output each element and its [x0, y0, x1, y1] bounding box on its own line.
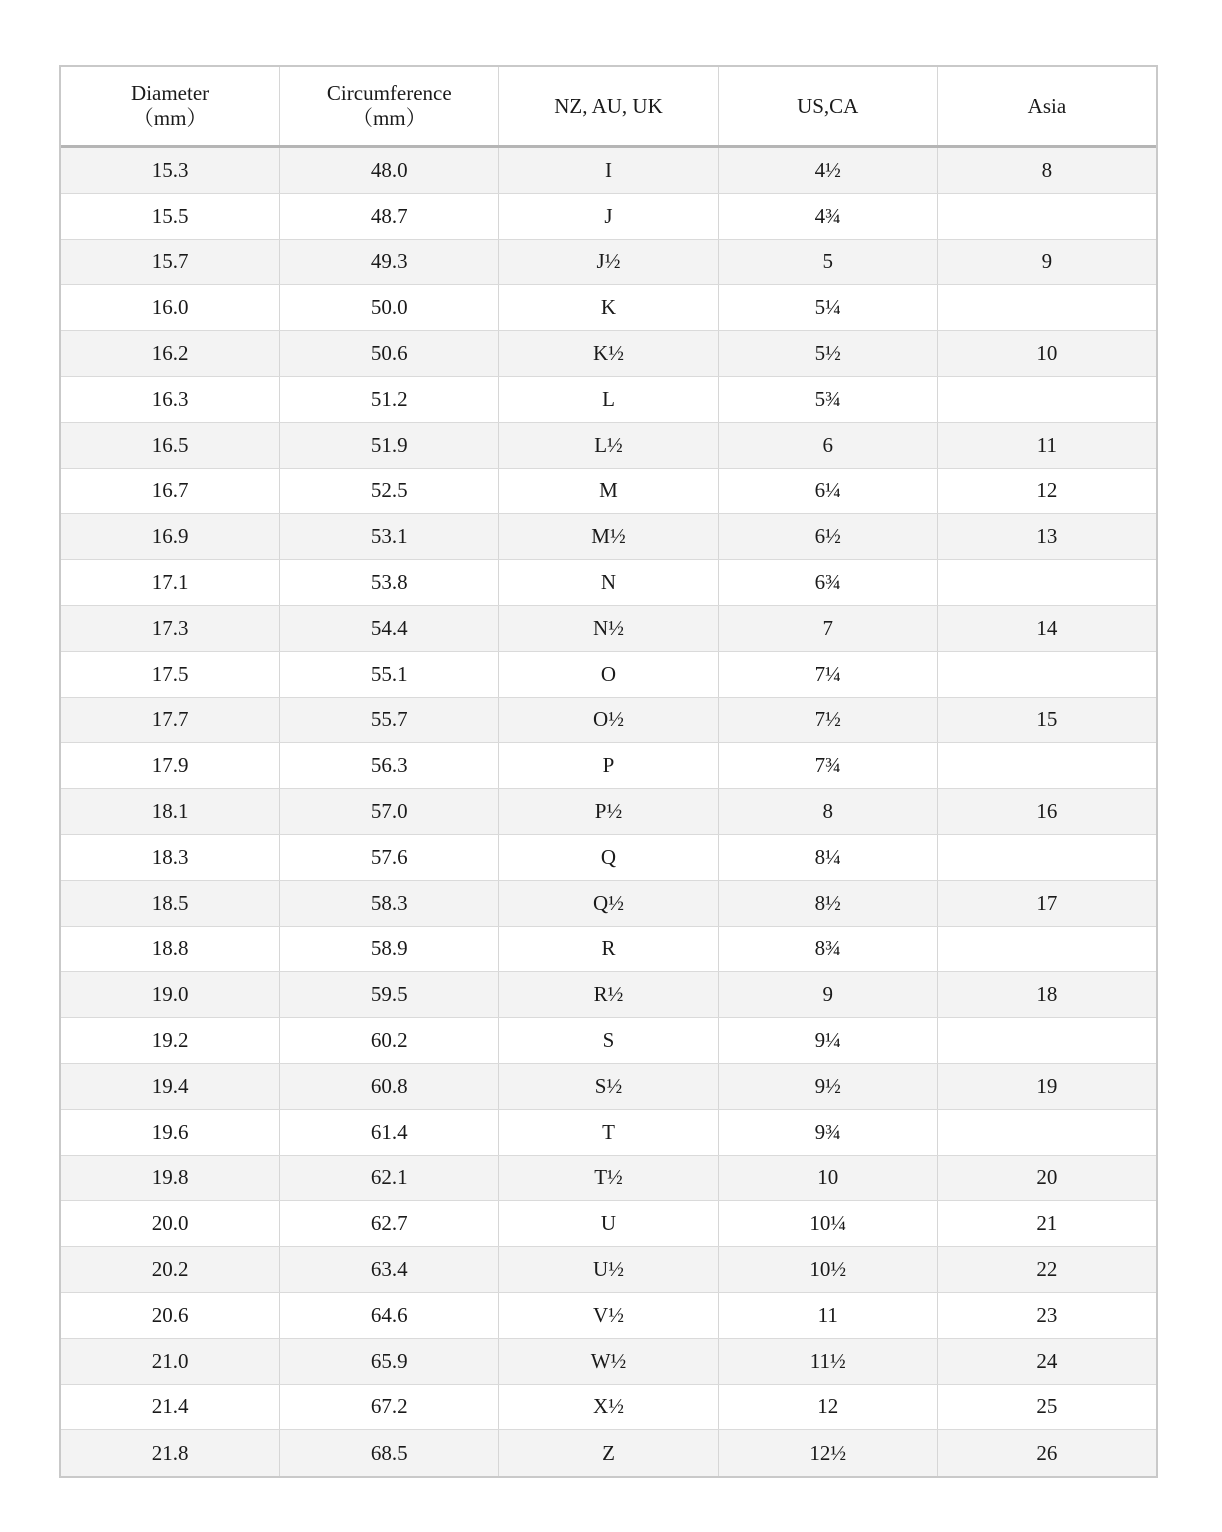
- table-row: [61, 1201, 1156, 1247]
- cell-nz-au-uk: J: [499, 194, 718, 239]
- table-row: [61, 285, 1156, 331]
- table-row: [61, 972, 1156, 1018]
- cell-asia: 9: [1041, 249, 1053, 274]
- cell-asia: 22: [1036, 1257, 1058, 1282]
- cell-asia: 17: [1036, 890, 1058, 915]
- cell-asia: 21: [1036, 1211, 1058, 1236]
- cell-us-ca: 8: [719, 789, 938, 834]
- cell-asia: [938, 652, 1156, 697]
- cell-circumference: 63.4: [280, 1247, 499, 1292]
- cell-asia: 25: [1036, 1394, 1058, 1419]
- cell-diameter: 20.2: [61, 1247, 280, 1292]
- cell-circumference: 51.9: [280, 423, 499, 468]
- table-row: [61, 1339, 1156, 1385]
- table-row: [61, 606, 1156, 652]
- header-unit: （mm）: [132, 106, 208, 130]
- cell-asia: 8: [1041, 157, 1053, 182]
- cell-asia: 15: [1036, 707, 1058, 732]
- cell-nz-au-uk: K½: [499, 331, 718, 376]
- table-row: [61, 194, 1156, 240]
- cell-us-ca: 5½: [719, 331, 938, 376]
- header-nz-au-uk: [499, 67, 718, 145]
- cell-asia: [938, 743, 1156, 788]
- cell-us-ca: 7¾: [719, 743, 938, 788]
- cell-diameter: 15.3: [61, 148, 280, 193]
- cell-us-ca: 11: [719, 1293, 938, 1338]
- table-row: [61, 881, 1156, 927]
- header-label: Diameter: [131, 81, 210, 105]
- cell-us-ca: 8¼: [719, 835, 938, 880]
- cell-circumference: 50.0: [280, 285, 499, 330]
- cell-us-ca: 7: [719, 606, 938, 651]
- cell-us-ca: 9: [719, 972, 938, 1017]
- cell-nz-au-uk: Q: [499, 835, 718, 880]
- cell-nz-au-uk: K: [499, 285, 718, 330]
- cell-nz-au-uk: P½: [499, 789, 718, 834]
- cell-circumference: 62.1: [280, 1156, 499, 1201]
- table-row: [61, 377, 1156, 423]
- table-row: [61, 331, 1156, 377]
- cell-asia: 20: [1036, 1165, 1058, 1190]
- cell-us-ca: 12: [719, 1385, 938, 1430]
- header-asia: [938, 67, 1156, 145]
- cell-diameter: 18.8: [61, 927, 280, 972]
- cell-us-ca: 4½: [719, 148, 938, 193]
- cell-diameter: 21.0: [61, 1339, 280, 1384]
- cell-asia: 13: [1036, 524, 1058, 549]
- cell-diameter: 16.2: [61, 331, 280, 376]
- cell-nz-au-uk: V½: [499, 1293, 718, 1338]
- cell-circumference: 48.0: [280, 148, 499, 193]
- cell-circumference: 50.6: [280, 331, 499, 376]
- cell-circumference: 67.2: [280, 1385, 499, 1430]
- table-row: [61, 1110, 1156, 1156]
- cell-nz-au-uk: N½: [499, 606, 718, 651]
- cell-us-ca: 5¾: [719, 377, 938, 422]
- cell-circumference: 56.3: [280, 743, 499, 788]
- header-unit: （mm）: [351, 106, 427, 130]
- cell-asia: 26: [1036, 1440, 1058, 1465]
- cell-diameter: 20.0: [61, 1201, 280, 1246]
- cell-asia: 12: [1036, 478, 1058, 503]
- cell-nz-au-uk: R: [499, 927, 718, 972]
- table-row: [61, 743, 1156, 789]
- cell-diameter: 18.1: [61, 789, 280, 834]
- table-row: [61, 560, 1156, 606]
- cell-nz-au-uk: O½: [499, 698, 718, 743]
- cell-nz-au-uk: U½: [499, 1247, 718, 1292]
- cell-nz-au-uk: O: [499, 652, 718, 697]
- cell-us-ca: 7½: [719, 698, 938, 743]
- cell-asia: 16: [1036, 799, 1058, 824]
- ring-size-table: [59, 65, 1158, 1478]
- cell-nz-au-uk: U: [499, 1201, 718, 1246]
- table-row: [61, 1247, 1156, 1293]
- cell-circumference: 59.5: [280, 972, 499, 1017]
- cell-nz-au-uk: N: [499, 560, 718, 605]
- cell-circumference: 48.7: [280, 194, 499, 239]
- cell-diameter: 19.8: [61, 1156, 280, 1201]
- cell-diameter: 18.5: [61, 881, 280, 926]
- table-row: [61, 469, 1156, 515]
- cell-asia: [938, 560, 1156, 605]
- cell-asia: 23: [1036, 1302, 1058, 1327]
- cell-asia: 14: [1036, 615, 1058, 640]
- cell-circumference: 49.3: [280, 240, 499, 285]
- cell-nz-au-uk: I: [499, 148, 718, 193]
- table-row: [61, 789, 1156, 835]
- table-body: [61, 148, 1156, 1476]
- cell-us-ca: 10¼: [719, 1201, 938, 1246]
- cell-asia: [938, 927, 1156, 972]
- cell-us-ca: 9¼: [719, 1018, 938, 1063]
- header-label: Asia: [1027, 93, 1067, 118]
- cell-us-ca: 6¾: [719, 560, 938, 605]
- cell-diameter: 18.3: [61, 835, 280, 880]
- cell-asia: [938, 1110, 1156, 1155]
- table-row: [61, 1385, 1156, 1431]
- cell-nz-au-uk: J½: [499, 240, 718, 285]
- cell-diameter: 21.8: [61, 1430, 280, 1476]
- cell-us-ca: 4¾: [719, 194, 938, 239]
- cell-circumference: 57.6: [280, 835, 499, 880]
- cell-asia: 18: [1036, 982, 1058, 1007]
- cell-us-ca: 10½: [719, 1247, 938, 1292]
- cell-nz-au-uk: T: [499, 1110, 718, 1155]
- cell-nz-au-uk: Z: [499, 1430, 718, 1476]
- cell-us-ca: 8¾: [719, 927, 938, 972]
- cell-diameter: 19.0: [61, 972, 280, 1017]
- cell-us-ca: 6½: [719, 514, 938, 559]
- table-row: [61, 698, 1156, 744]
- cell-diameter: 17.7: [61, 698, 280, 743]
- header-us-ca: [719, 67, 938, 145]
- cell-us-ca: 9¾: [719, 1110, 938, 1155]
- cell-us-ca: 12½: [719, 1430, 938, 1476]
- cell-circumference: 58.3: [280, 881, 499, 926]
- table-row: [61, 1064, 1156, 1110]
- cell-diameter: 19.2: [61, 1018, 280, 1063]
- cell-circumference: 68.5: [280, 1430, 499, 1476]
- header-label: US,CA: [797, 93, 859, 118]
- cell-circumference: 65.9: [280, 1339, 499, 1384]
- cell-us-ca: 5: [719, 240, 938, 285]
- header-circumference: [280, 67, 499, 145]
- table-row: [61, 835, 1156, 881]
- cell-nz-au-uk: R½: [499, 972, 718, 1017]
- cell-circumference: 64.6: [280, 1293, 499, 1338]
- cell-asia: 19: [1036, 1073, 1058, 1098]
- table-row: [61, 927, 1156, 973]
- cell-nz-au-uk: L½: [499, 423, 718, 468]
- table-row: [61, 148, 1156, 194]
- cell-diameter: 19.4: [61, 1064, 280, 1109]
- cell-nz-au-uk: S: [499, 1018, 718, 1063]
- cell-diameter: 17.1: [61, 560, 280, 605]
- cell-diameter: 21.4: [61, 1385, 280, 1430]
- cell-asia: 11: [1036, 432, 1058, 457]
- cell-us-ca: 10: [719, 1156, 938, 1201]
- table-row: [61, 240, 1156, 286]
- cell-nz-au-uk: M½: [499, 514, 718, 559]
- cell-nz-au-uk: Q½: [499, 881, 718, 926]
- cell-circumference: 51.2: [280, 377, 499, 422]
- cell-us-ca: 6¼: [719, 469, 938, 514]
- cell-diameter: 17.3: [61, 606, 280, 651]
- cell-asia: 10: [1036, 341, 1058, 366]
- cell-circumference: 54.4: [280, 606, 499, 651]
- cell-nz-au-uk: W½: [499, 1339, 718, 1384]
- header-label: Circumference: [326, 81, 452, 105]
- cell-nz-au-uk: M: [499, 469, 718, 514]
- table-row: [61, 423, 1156, 469]
- cell-us-ca: 6: [719, 423, 938, 468]
- cell-circumference: 53.1: [280, 514, 499, 559]
- cell-diameter: 16.0: [61, 285, 280, 330]
- cell-diameter: 16.5: [61, 423, 280, 468]
- cell-nz-au-uk: S½: [499, 1064, 718, 1109]
- cell-nz-au-uk: P: [499, 743, 718, 788]
- cell-asia: [938, 1018, 1156, 1063]
- table-row: [61, 1430, 1156, 1476]
- table-row: [61, 1156, 1156, 1202]
- cell-diameter: 17.9: [61, 743, 280, 788]
- cell-nz-au-uk: X½: [499, 1385, 718, 1430]
- cell-diameter: 20.6: [61, 1293, 280, 1338]
- table-row: [61, 1293, 1156, 1339]
- header-label: NZ, AU, UK: [554, 93, 663, 118]
- cell-circumference: 60.8: [280, 1064, 499, 1109]
- cell-diameter: 16.3: [61, 377, 280, 422]
- cell-circumference: 55.7: [280, 698, 499, 743]
- cell-diameter: 17.5: [61, 652, 280, 697]
- cell-asia: [938, 377, 1156, 422]
- cell-circumference: 60.2: [280, 1018, 499, 1063]
- cell-us-ca: 7¼: [719, 652, 938, 697]
- cell-diameter: 16.9: [61, 514, 280, 559]
- cell-asia: [938, 194, 1156, 239]
- cell-us-ca: 5¼: [719, 285, 938, 330]
- table-row: [61, 514, 1156, 560]
- table-row: [61, 652, 1156, 698]
- cell-circumference: 55.1: [280, 652, 499, 697]
- cell-asia: [938, 835, 1156, 880]
- cell-circumference: 62.7: [280, 1201, 499, 1246]
- cell-diameter: 15.5: [61, 194, 280, 239]
- cell-us-ca: 11½: [719, 1339, 938, 1384]
- cell-nz-au-uk: T½: [499, 1156, 718, 1201]
- table-row: [61, 1018, 1156, 1064]
- cell-nz-au-uk: L: [499, 377, 718, 422]
- cell-circumference: 58.9: [280, 927, 499, 972]
- cell-us-ca: 8½: [719, 881, 938, 926]
- cell-diameter: 16.7: [61, 469, 280, 514]
- cell-circumference: 52.5: [280, 469, 499, 514]
- cell-diameter: 19.6: [61, 1110, 280, 1155]
- cell-circumference: 61.4: [280, 1110, 499, 1155]
- cell-us-ca: 9½: [719, 1064, 938, 1109]
- table-header-row: [61, 67, 1156, 148]
- cell-circumference: 53.8: [280, 560, 499, 605]
- cell-diameter: 15.7: [61, 240, 280, 285]
- cell-asia: [938, 285, 1156, 330]
- cell-circumference: 57.0: [280, 789, 499, 834]
- cell-asia: 24: [1036, 1348, 1058, 1373]
- header-diameter: [61, 67, 280, 145]
